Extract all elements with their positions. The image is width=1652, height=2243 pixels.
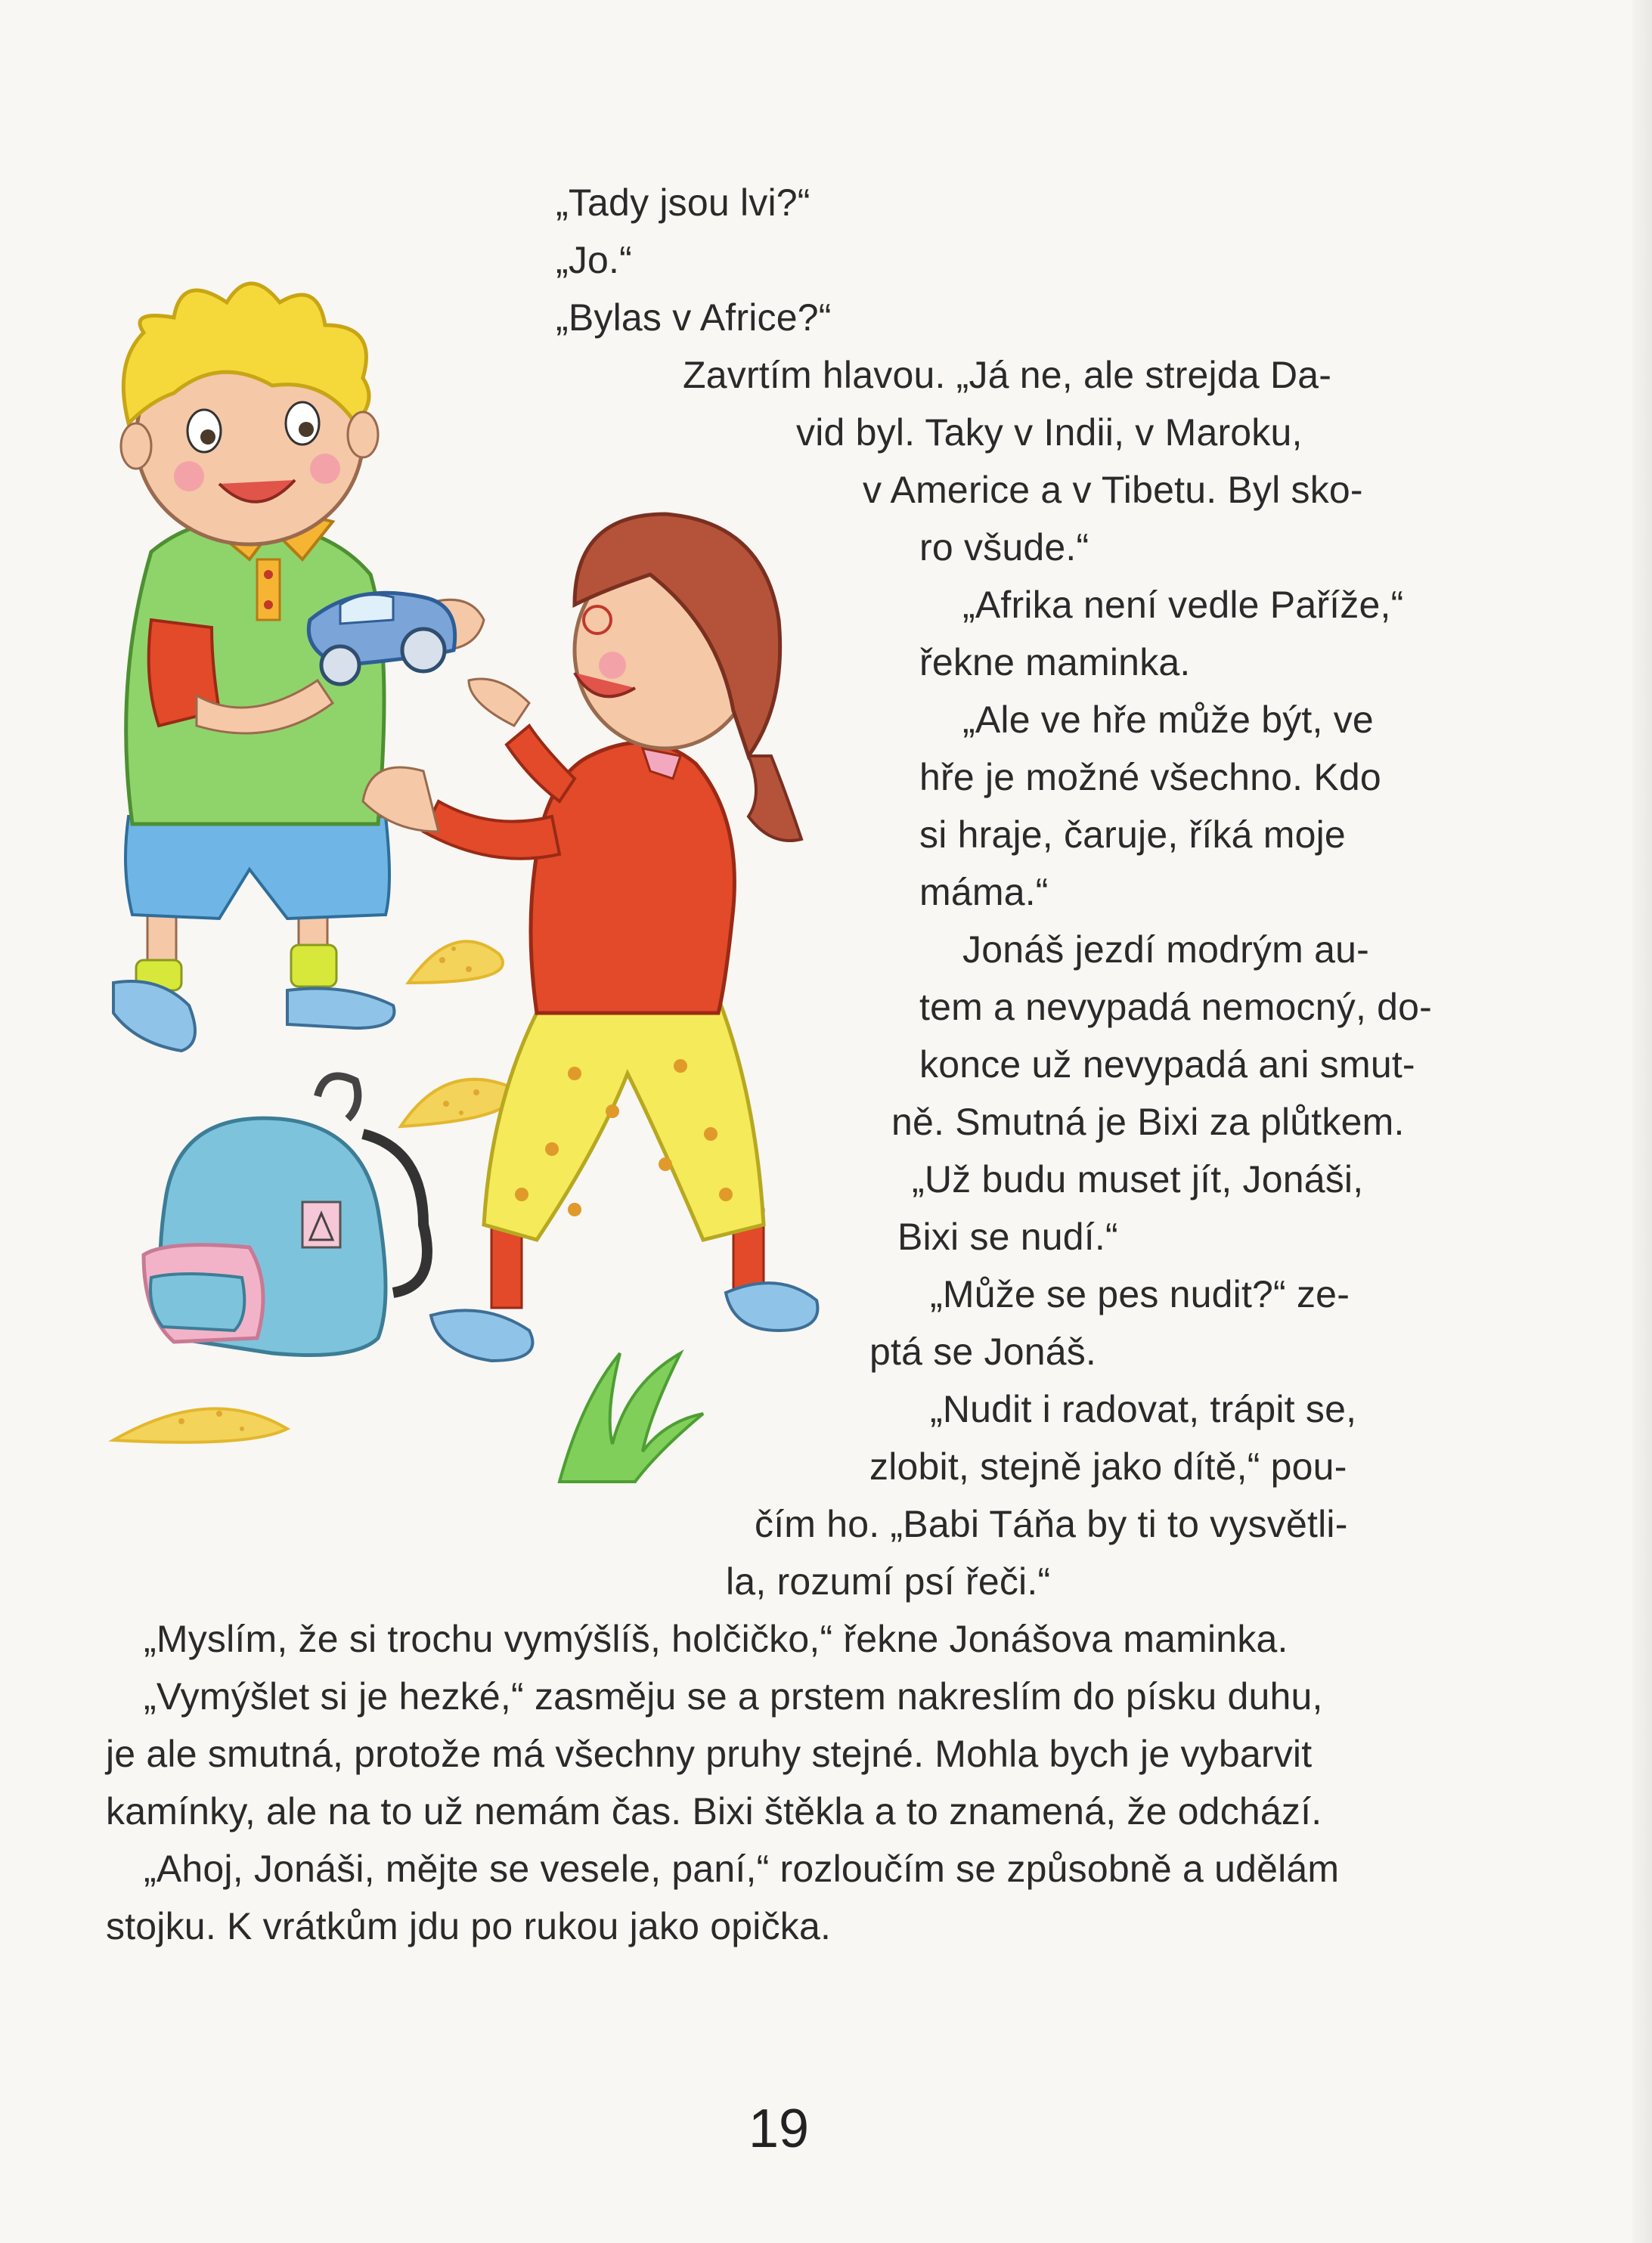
text-line: kamínky, ale na to už nemám čas. Bixi štěkla a to znamená, že odchází. xyxy=(106,1790,1322,1833)
text-line: Zavrtím hlavou. „Já ne, ale strejda Da- xyxy=(683,354,1332,396)
text-line: zlobit, stejně jako dítě,“ pou- xyxy=(869,1445,1347,1488)
text-line: la, rozumí psí řeči.“ xyxy=(726,1560,1051,1603)
text-line: „Už budu muset jít, Jonáši, xyxy=(912,1158,1364,1201)
text-line: stojku. K vrátkům jdu po rukou jako opička. xyxy=(106,1905,832,1947)
text-line: „Nudit i radovat, trápit se, xyxy=(930,1388,1357,1430)
page-number: 19 xyxy=(749,2099,810,2159)
text-line: si hraje, čaruje, říká moje xyxy=(919,813,1346,856)
text-line: ně. Smutná je Bixi za plůtkem. xyxy=(891,1101,1405,1143)
text-line: v Americe a v Tibetu. Byl sko- xyxy=(863,469,1363,511)
grass-tuft xyxy=(559,1353,703,1482)
text-line: „Může se pes nudit?“ ze- xyxy=(930,1273,1350,1315)
text-line: „Tady jsou lvi?“ xyxy=(556,181,811,224)
text-line: tem a nevypadá nemocný, do- xyxy=(919,986,1433,1028)
text-line: Bixi se nudí.“ xyxy=(897,1216,1118,1258)
text-line: konce už nevypadá ani smut- xyxy=(919,1043,1415,1086)
text-line: ptá se Jonáš. xyxy=(869,1331,1097,1373)
text-line: „Myslím, že si trochu vymýšlíš, holčičko,“ řekne Jonášova maminka. xyxy=(144,1618,1288,1660)
text-line: je ale smutná, protože má všechny pruhy stejné. Mohla bych je vybarvit xyxy=(106,1733,1313,1775)
text-line: „Vymýšlet si je hezké,“ zasměju se a prstem nakreslím do písku duhu, xyxy=(144,1675,1323,1718)
backpack-icon xyxy=(144,1076,427,1355)
text-line: „Jo.“ xyxy=(556,239,632,281)
text-line: „Bylas v Africe?“ xyxy=(556,296,832,339)
text-line: „Ahoj, Jonáši, mějte se vesele, paní,“ rozloučím se způsobně a udělám xyxy=(144,1848,1340,1890)
text-line: ro všude.“ xyxy=(919,526,1089,568)
text-line: Jonáš jezdí modrým au- xyxy=(962,928,1369,971)
text-line: hře je možné všechno. Kdo xyxy=(919,756,1381,798)
text-line: máma.“ xyxy=(919,871,1049,913)
text-line: vid byl. Taky v Indii, v Maroku, xyxy=(796,411,1303,454)
text-line: řekne maminka. xyxy=(919,641,1191,683)
text-line: „Afrika není vedle Paříže,“ xyxy=(962,584,1404,626)
text-line: „Ale ve hře může být, ve xyxy=(962,699,1374,741)
text-line: čím ho. „Babi Táňa by ti to vysvětli- xyxy=(755,1503,1348,1545)
